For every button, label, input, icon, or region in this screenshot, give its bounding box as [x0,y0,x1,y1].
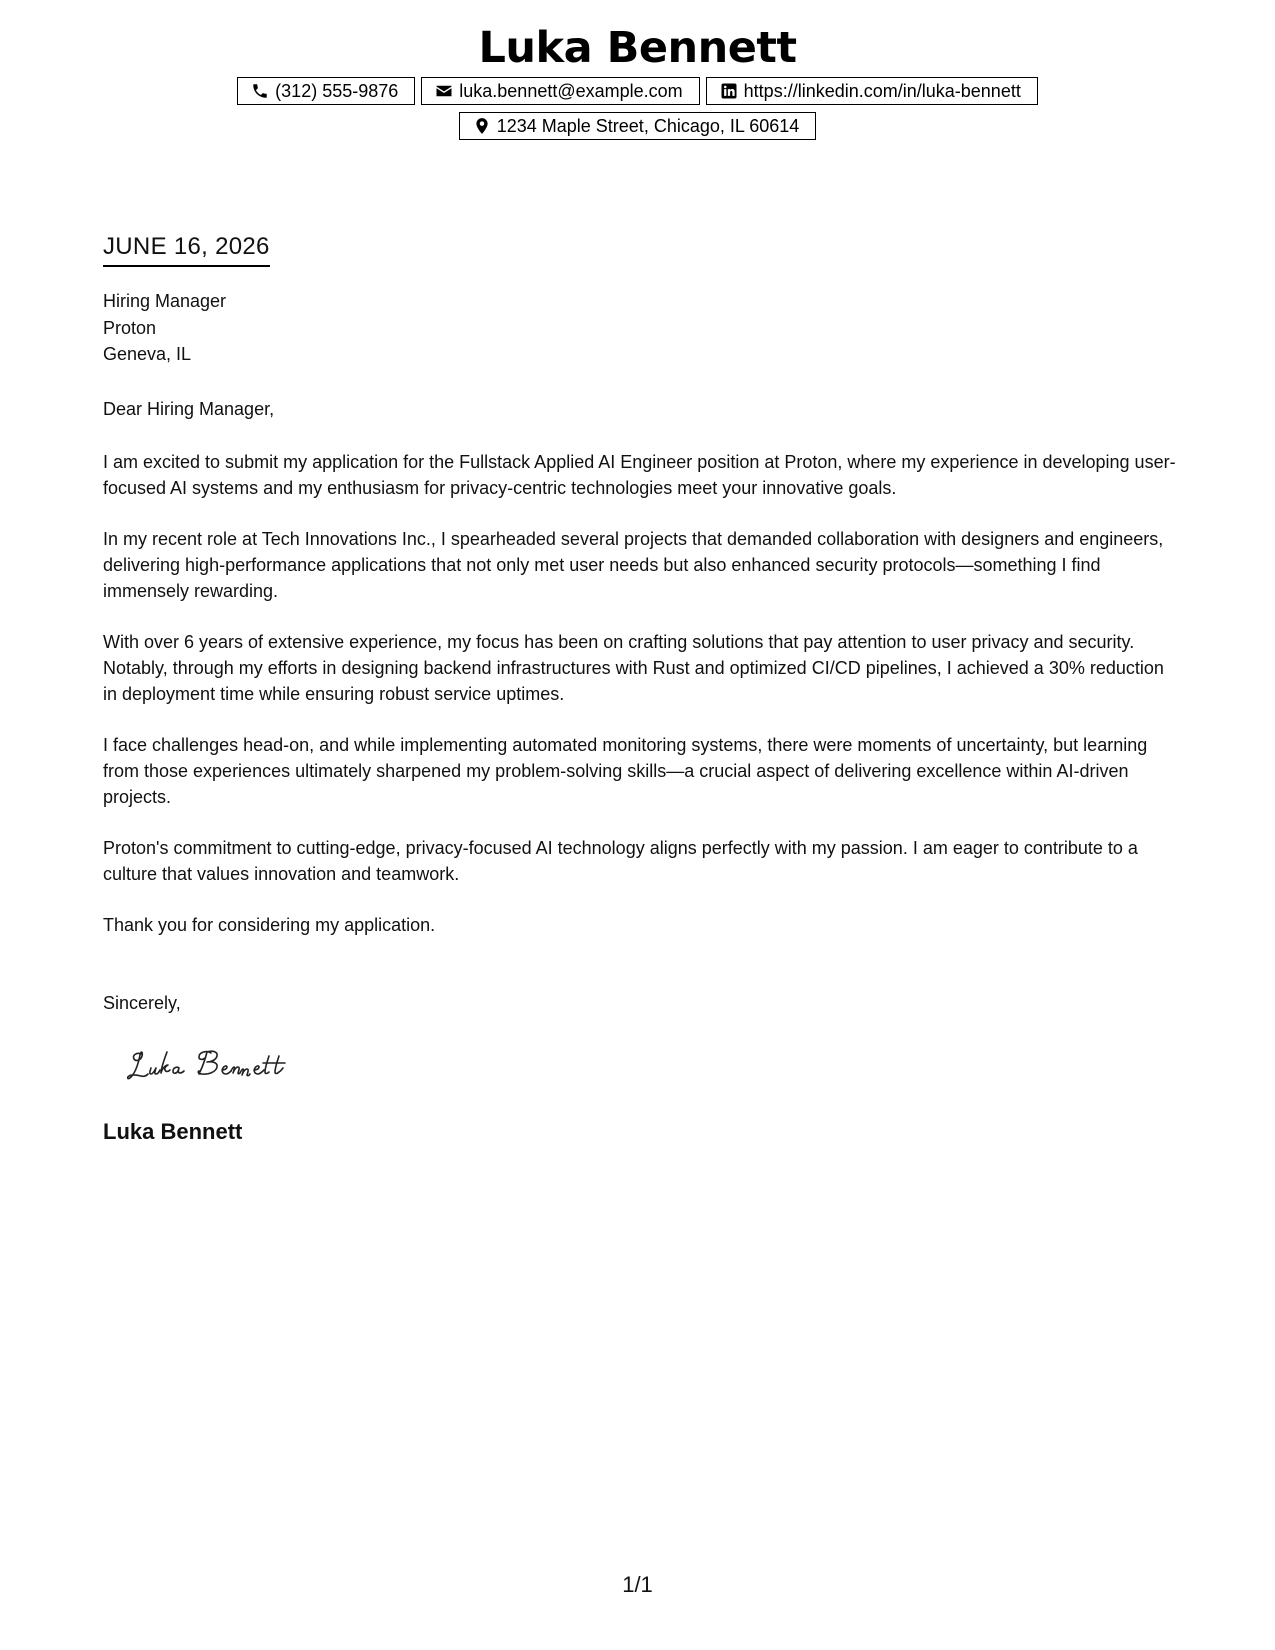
body-paragraph: With over 6 years of extensive experience, my focus has been on crafting solutions that pay attention to user privacy and security. Notably, through my efforts in designing backend infrastructures with Rust and optimized CI/CD pipelines, I achieved a 30% reduction in deployment time while ensuring robust service uptimes. [103,631,1164,704]
linkedin-text: https://linkedin.com/in/luka-bennett [743,80,1021,101]
letter-date: JUNE 16, 2026 [103,232,270,267]
closing: Sincerely, [103,992,181,1013]
phone-chip[interactable] [237,77,415,105]
phone-icon [251,82,269,100]
contact-row-primary [0,77,1275,105]
letter-header [0,22,1275,140]
recipient-location: Geneva, IL [103,344,192,364]
recipient-block [103,288,1178,368]
body-paragraph: In my recent role at Tech Innovations Inc., I spearheaded several projects that demanded collaboration with designers and engineers, delivering high-performance applications that not only met user needs but also enhanced security protocols—something I find immensely rewarding. [103,528,1164,601]
body-paragraph: I face challenges head-on, and while implementing automated monitoring systems, there were moments of uncertainty, but learning from those experiences ultimately sharpened my problem-solving skills—a crucial aspect of delivering excellence within AI-driven projects. [103,734,1148,807]
handwritten-signature [127,1042,337,1088]
body-paragraph: I am excited to submit my application for the Fullstack Applied AI Engineer position at Proton, where my experience in developing user-focused AI systems and my enthusiasm for privacy-centric technologies meet your innovative goals. [103,451,1176,498]
body-paragraph: Thank you for considering my application. [103,914,436,935]
recipient-company: Proton [103,317,157,338]
email-chip[interactable] [421,77,699,105]
applicant-name: Luka Bennett [478,23,797,73]
address-chip[interactable] [459,112,817,140]
email-text: luka.bennett@example.com [459,80,683,101]
phone-text: (312) 555-9876 [275,80,399,101]
address-text: 1234 Maple Street, Chicago, IL 60614 [496,115,800,136]
envelope-icon [435,82,453,100]
letter-body [103,232,1178,1145]
body-paragraph: Proton's commitment to cutting-edge, privacy-focused AI technology aligns perfectly with my passion. I am eager to contribute to a culture that values innovation and teamwork. [103,837,1138,884]
salutation: Dear Hiring Manager, [103,398,275,419]
linkedin-icon [720,82,738,100]
recipient-title: Hiring Manager [103,291,227,311]
signer-name: Luka Bennett [103,1118,243,1144]
contact-row-secondary [0,112,1275,140]
map-marker-icon [473,117,491,135]
linkedin-chip[interactable] [706,77,1038,105]
page-number: 1/1 [622,1572,653,1597]
